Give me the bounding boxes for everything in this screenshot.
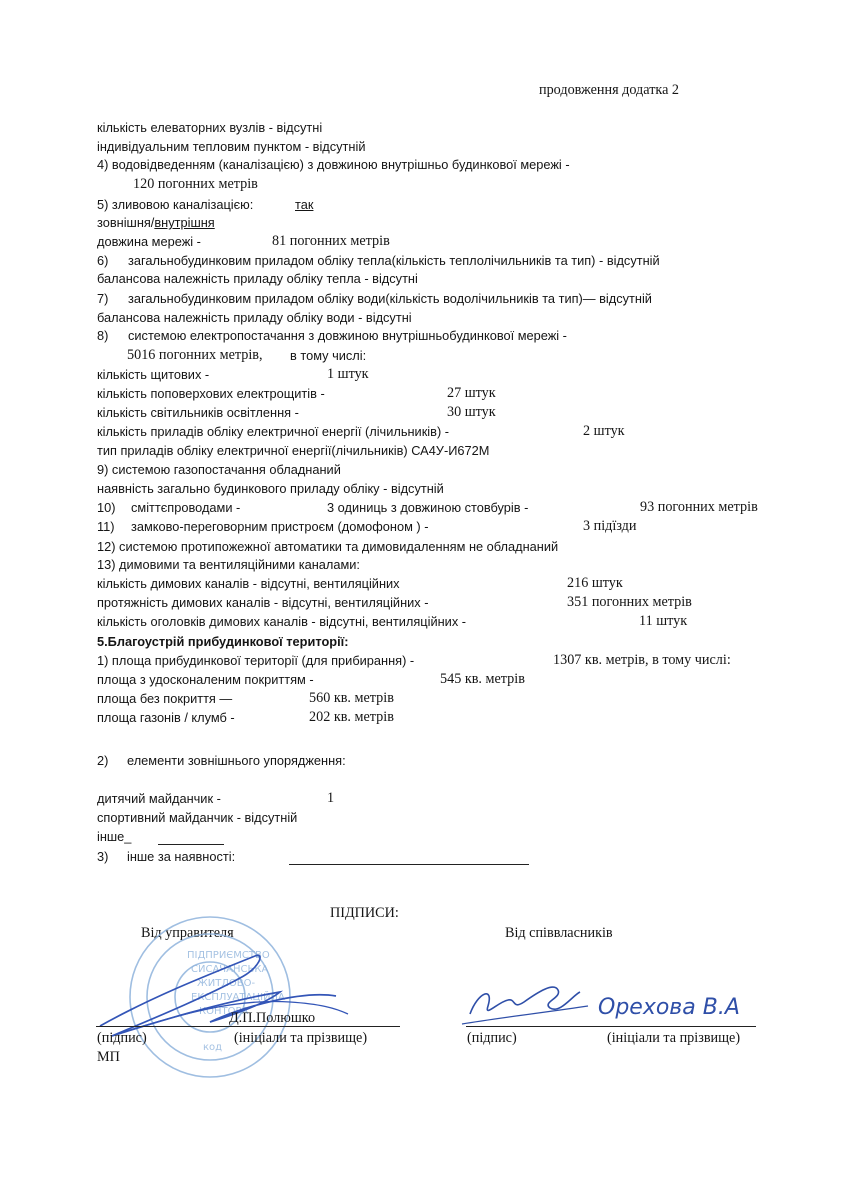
- other-avail-number: 3): [97, 849, 109, 864]
- intercom-label: замково-переговорним пристроєм (домофоном ) -: [131, 519, 429, 534]
- signatures-title: ПІДПИСИ:: [330, 905, 399, 921]
- vent-length-label: протяжність димових каналів - відсутні, вентиляційних -: [97, 595, 429, 610]
- floor-boards-value: 27 штук: [447, 385, 496, 401]
- vent-heads-label: кількість оголовків димових каналів - відсутні, вентиляційних -: [97, 614, 467, 629]
- owner-signature-icon: [458, 972, 598, 1032]
- svg-text:код: код: [203, 1042, 223, 1053]
- vent-heads-value: 11 штук: [639, 613, 688, 629]
- svg-text:СИСАЧАНСЬКА: СИСАЧАНСЬКА: [191, 964, 269, 975]
- svg-text:ЖИТЛОВО-: ЖИТЛОВО-: [197, 978, 256, 989]
- paved-value: 545 кв. метрів: [440, 671, 525, 687]
- manager-initials-label: (ініціали та прізвище): [234, 1030, 368, 1046]
- manager-signature-line: [96, 1026, 400, 1027]
- owner-sign-label: (підпис): [467, 1030, 517, 1046]
- emeters-value: 2 штук: [583, 423, 625, 439]
- floor-boards-label: кількість поповерхових електрощитів -: [97, 386, 325, 401]
- outer-line: елементи зовнішнього упорядження:: [127, 753, 346, 768]
- water-meter-line: загальнобудинковим приладом обліку води(кількість водолічильників та тип)— відсутній: [128, 291, 652, 306]
- seal-label: МП: [97, 1049, 120, 1065]
- elevator-units-line: кількість елеваторних вузлів - відсутні: [97, 120, 323, 135]
- svg-text:ПІДПРИЄМСТВО: ПІДПРИЄМСТВО: [187, 950, 270, 961]
- owners-caption: Від співвласників: [505, 925, 613, 941]
- manager-caption: Від управителя: [141, 925, 234, 941]
- vent-count-label: кількість димових каналів - відсутні, вентиляційних: [97, 576, 400, 591]
- emeters-label: кількість приладів обліку електричної енергії (лічильників) -: [97, 424, 450, 439]
- outer-number: 2): [97, 753, 109, 768]
- chute-length: 93 погонних метрів: [640, 499, 758, 515]
- lawns-value: 202 кв. метрів: [309, 709, 394, 725]
- storm-value: так: [295, 197, 314, 212]
- owner-signature-line: [466, 1026, 756, 1027]
- sewer-length: 120 погонних метрів: [133, 176, 258, 192]
- area-label: 1) площа прибудинкової території (для прибирання) -: [97, 653, 415, 668]
- power-including: в тому числі:: [290, 348, 367, 363]
- intercom-value: 3 підїзди: [583, 518, 637, 534]
- storm-type-outer: зовнішня/: [97, 215, 155, 230]
- owner-initials-label: (ініціали та прізвище): [607, 1030, 741, 1046]
- heat-point-line: індивідуальним тепловим пунктом - відсутній: [97, 139, 366, 154]
- playground-label: дитячий майданчик -: [97, 791, 221, 806]
- panels-label: кількість щитових -: [97, 367, 210, 382]
- paved-label: площа з удосконаленим покриттям -: [97, 672, 314, 687]
- unpaved-value: 560 кв. метрів: [309, 690, 394, 706]
- svg-text:ЕКСПЛУАТАЦІЙНА: ЕКСПЛУАТАЦІЙНА: [191, 992, 285, 1003]
- heat-meter-balance: балансова належність приладу обліку тепла - відсутні: [97, 271, 418, 286]
- heat-meter-line: загальнобудинковим приладом обліку тепла(кількість теплолічильників та тип) - відсутній: [128, 253, 660, 268]
- heat-meter-number: 6): [97, 253, 109, 268]
- storm-type-inner: внутрішня: [154, 215, 215, 230]
- water-meter-balance: балансова належність приладу обліку води - відсутні: [97, 310, 412, 325]
- section-5-heading: 5.Благоустрій прибудинкової території:: [97, 634, 349, 649]
- network-length-label: довжина мережі -: [97, 234, 201, 249]
- lamps-value: 30 штук: [447, 404, 496, 420]
- chute-number: 10): [97, 500, 116, 515]
- power-number: 8): [97, 328, 109, 343]
- gas-meter-line: наявність загально будинкового приладу обліку - відсутній: [97, 481, 444, 496]
- other-blank-line: [158, 844, 224, 845]
- sewer-line: 4) водовідведенням (каналізацією) з довжиною внутрішньо будинкової мережі -: [97, 157, 570, 172]
- playground-value: 1: [327, 790, 335, 806]
- chute-units: 3 одиниць з довжиною стовбурів -: [327, 500, 529, 515]
- panels-value: 1 штук: [327, 366, 369, 382]
- emeter-type: тип приладів обліку електричної енергії(лічильників) СА4У-И672М: [97, 443, 490, 458]
- unpaved-label: площа без покриття —: [97, 691, 233, 706]
- continuation-note: продовження додатка 2: [539, 82, 680, 98]
- storm-type: [97, 214, 215, 231]
- vent-length-value: 351 погонних метрів: [567, 594, 692, 610]
- vent-count-value: 216 штук: [567, 575, 623, 591]
- other-avail-label: інше за наявності:: [127, 849, 236, 864]
- fire-line: 12) системою протипожежної автоматики та димовидаленням не обладнаний: [97, 539, 559, 554]
- power-line: системою електропостачання з довжиною внутрішньобудинкової мережі -: [128, 328, 567, 343]
- power-length: 5016 погонних метрів,: [127, 347, 263, 363]
- manager-name: Д.П.Полюшко: [229, 1010, 316, 1026]
- other-label: інше_: [97, 829, 132, 844]
- storm-label: 5) зливовою каналізацією:: [97, 197, 254, 212]
- water-meter-number: 7): [97, 291, 109, 306]
- gas-line: 9) системою газопостачання обладнаний: [97, 462, 341, 477]
- chute-label: сміттєпроводами -: [131, 500, 241, 515]
- vent-line: 13) димовими та вентиляційними каналами:: [97, 557, 360, 572]
- manager-sign-label: (підпис): [97, 1030, 147, 1046]
- owner-handwritten-name: Орехова В.А: [598, 995, 740, 1020]
- other-avail-blank-line: [289, 864, 529, 865]
- area-value: 1307 кв. метрів, в тому числі:: [553, 652, 731, 668]
- lawns-label: площа газонів / клумб -: [97, 710, 235, 725]
- sports-line: спортивний майданчик - відсутній: [97, 810, 298, 825]
- lamps-label: кількість світильників освітлення -: [97, 405, 299, 420]
- svg-text:КОНТОРА: КОНТОРА: [199, 1006, 249, 1017]
- intercom-number: 11): [97, 519, 115, 534]
- network-length-value: 81 погонних метрів: [272, 233, 390, 249]
